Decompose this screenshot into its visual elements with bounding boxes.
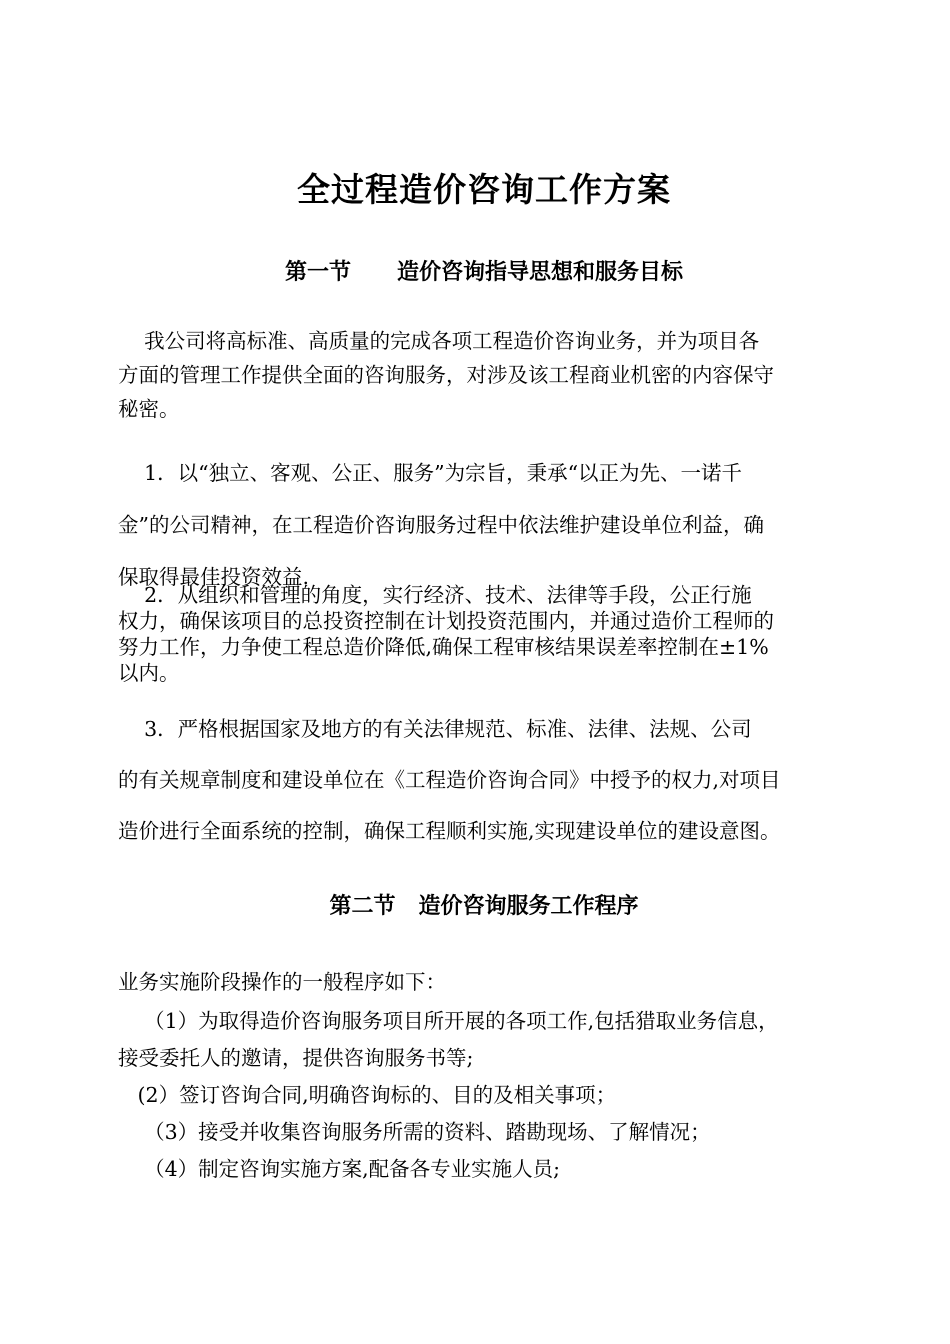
text-line: 2．从组织和管理的角度，实行经济、技术、法律等手段，公正行施 xyxy=(118,583,752,607)
text-line: 秘密。 xyxy=(118,397,180,421)
text-line: 的有关规章制度和建设单位在《工程造价咨询合同》中授予的权力,对项目 xyxy=(118,768,781,792)
text-line: 我公司将高标准、高质量的完成各项工程造价咨询业务，并为项目各 xyxy=(118,329,760,353)
text-line: 权力，确保该项目的总投资控制在计划投资范围内，并通过造价工程师的 xyxy=(118,609,774,633)
list-item: 接受委托人的邀请，提供咨询服务书等; xyxy=(118,1046,474,1070)
section-1-item-2 xyxy=(118,582,853,686)
text-line: 1．以“独立、客观、公正、服务”为宗旨，秉承“以正为先、一诺千 xyxy=(118,461,743,485)
section-1-intro-paragraph xyxy=(118,324,853,426)
section-1-item-3 xyxy=(118,704,853,857)
text-line: 以内。 xyxy=(118,661,180,685)
section-2-steps xyxy=(118,1003,853,1188)
text-line: 方面的管理工作提供全面的咨询服务，对涉及该工程商业机密的内容保守 xyxy=(118,363,774,387)
list-item: （3）接受并收集咨询服务所需的资料、踏勘现场、了解情况； xyxy=(118,1120,711,1144)
text-line: 金”的公司精神，在工程造价咨询服务过程中依法维护建设单位利益，确 xyxy=(118,513,764,537)
section-2-heading: 第二节 造价咨询服务工作程序 xyxy=(329,894,639,919)
text-line: 造价进行全面系统的控制，确保工程顺利实施,实现建设单位的建设意图。 xyxy=(118,819,781,843)
list-item: （4）制定咨询实施方案,配备各专业实施人员; xyxy=(118,1157,561,1181)
list-item: （1）为取得造价咨询服务项目所开展的各项工作,包括猎取业务信息， xyxy=(118,1009,779,1033)
text-line: 3．严格根据国家及地方的有关法律规范、标准、法律、法规、公司 xyxy=(118,717,752,741)
section-1-heading: 第一节 造价咨询指导思想和服务目标 xyxy=(285,260,683,285)
section-1-item-1 xyxy=(118,447,853,603)
document-title: 全过程造价咨询工作方案 xyxy=(297,170,671,209)
text-line: 保取得最佳投资效益. xyxy=(118,565,310,589)
section-2-intro: 业务实施阶段操作的一般程序如下： xyxy=(118,970,446,994)
list-item: (2）签订咨询合同,明确咨询标的、目的及相关事项； xyxy=(118,1083,617,1107)
text-line: 努力工作，力争使工程总造价降低,确保工程审核结果误差率控制在±1% xyxy=(118,635,769,659)
